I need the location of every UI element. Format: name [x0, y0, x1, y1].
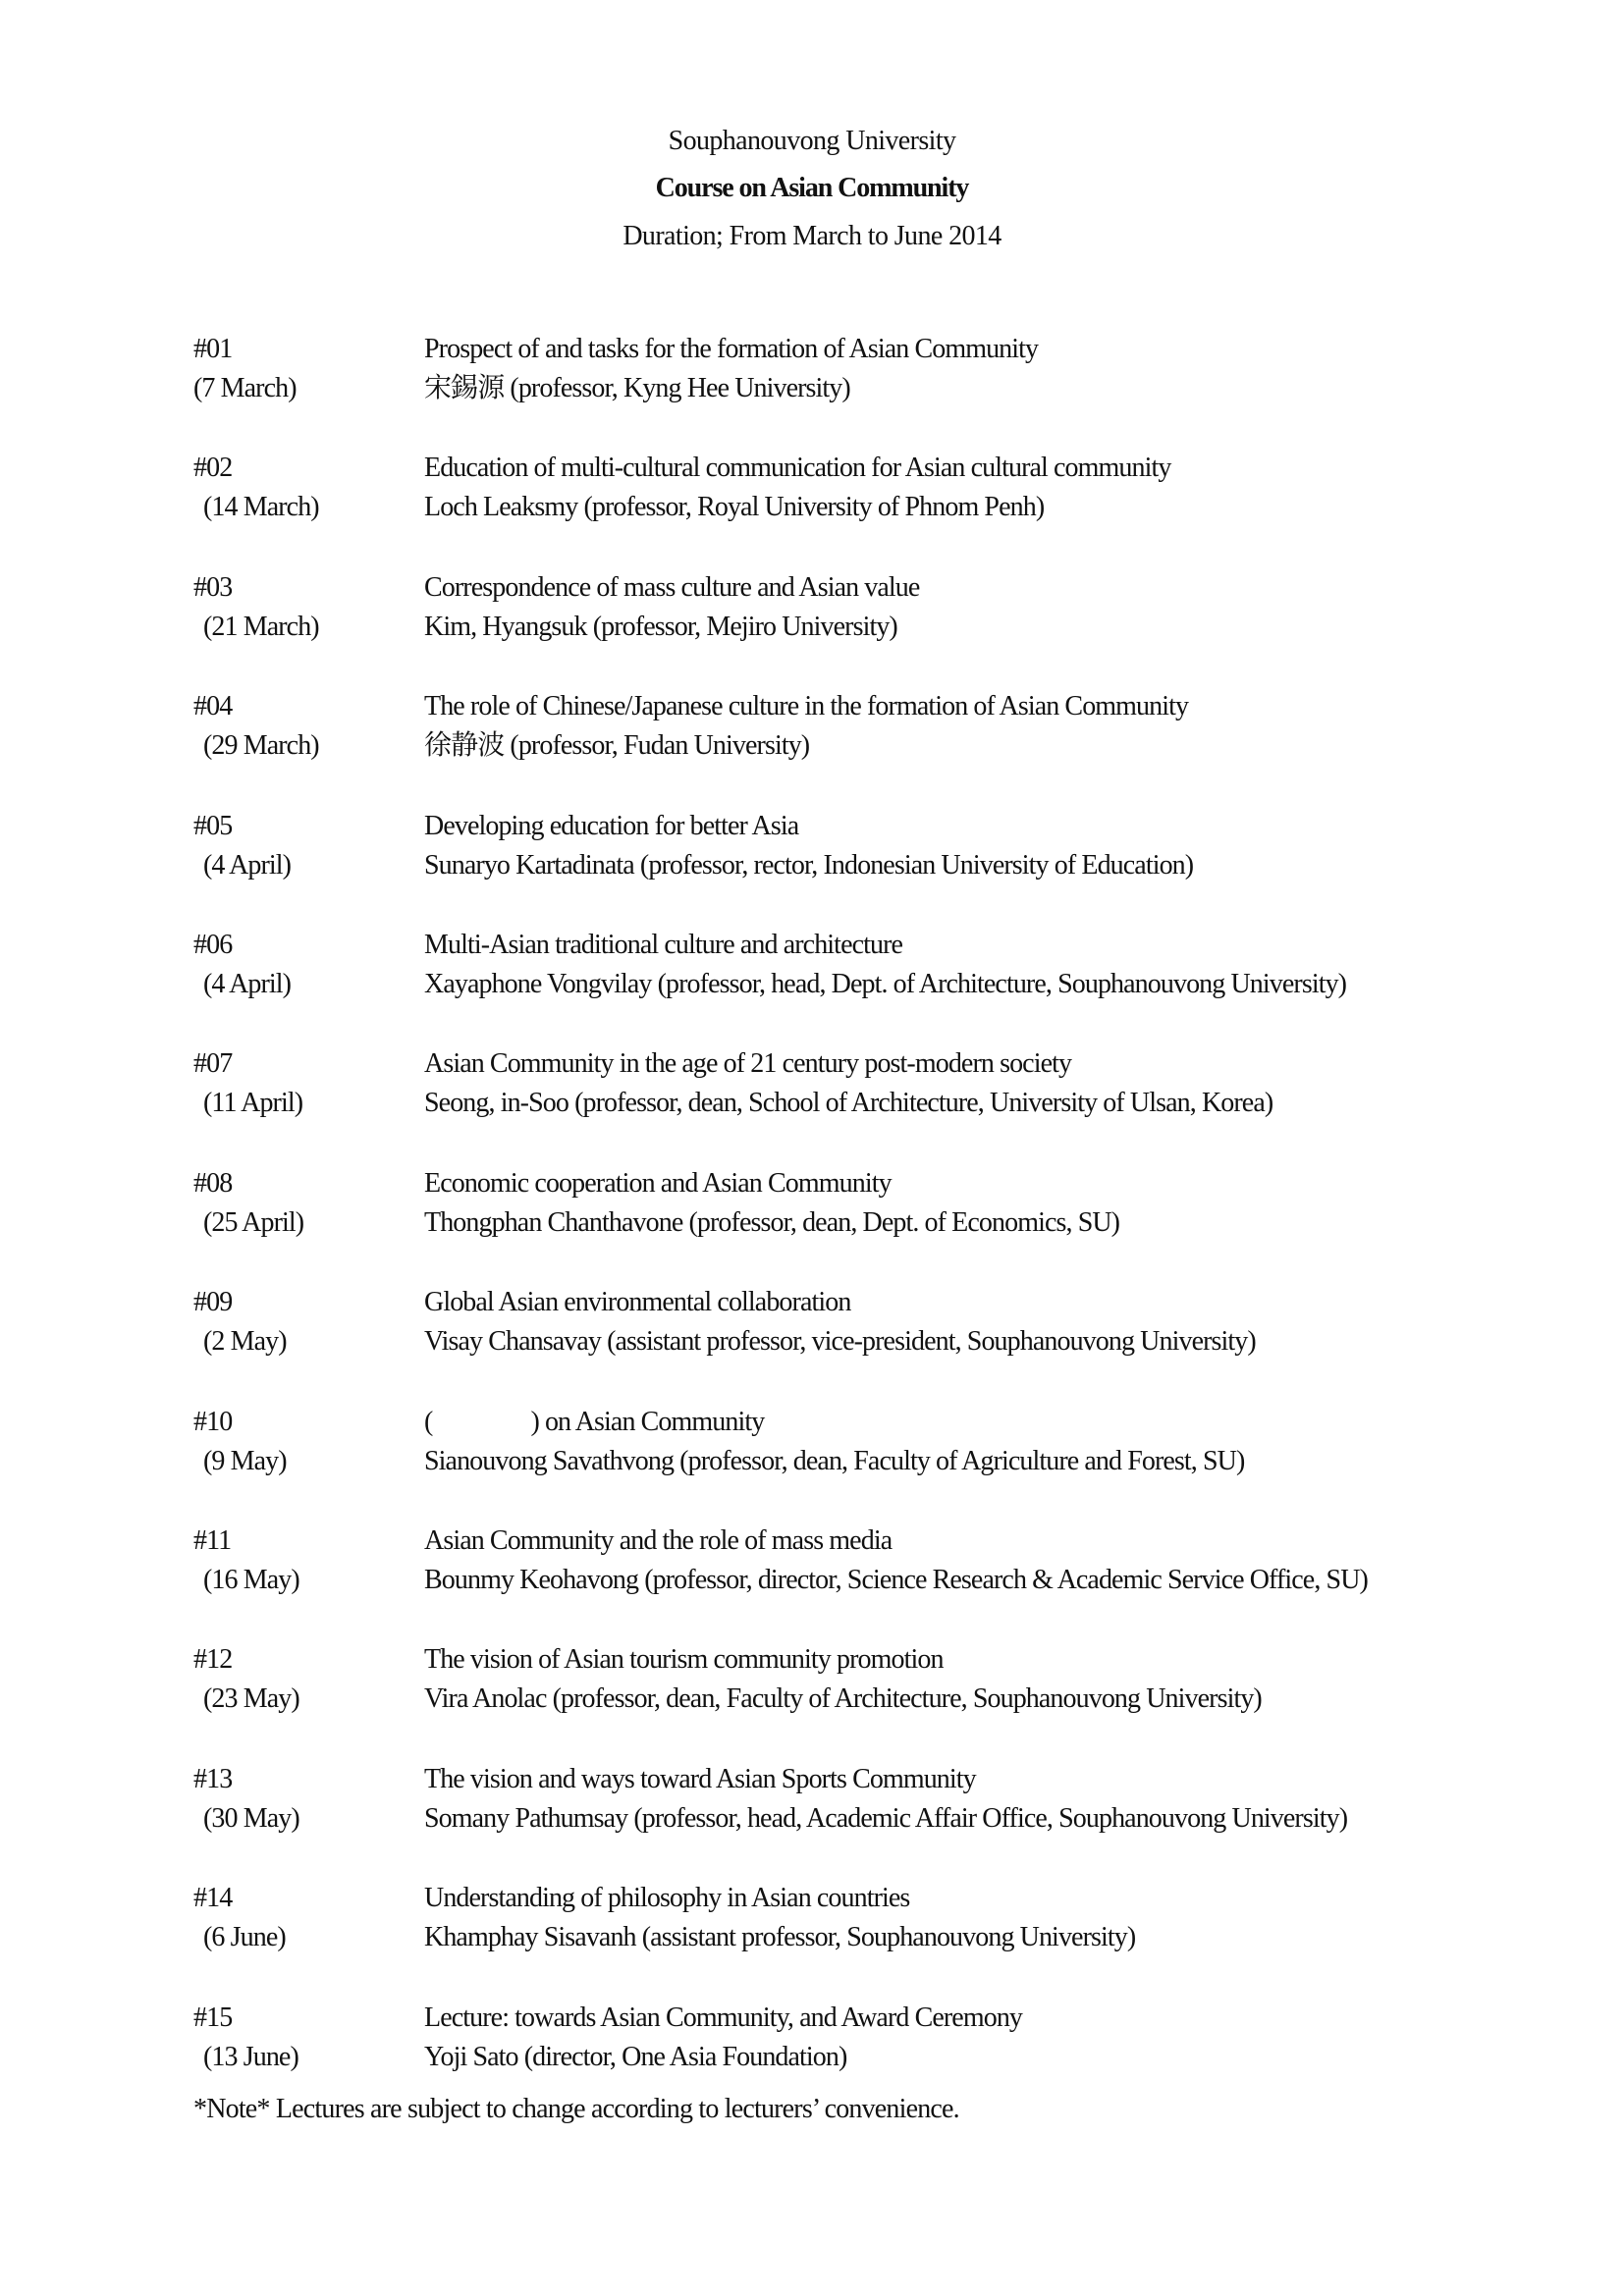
lecture-title: Multi-Asian traditional culture and architecture — [424, 930, 903, 960]
university-name: Souphanouvong University — [668, 126, 956, 156]
lecture-date: (16 May) — [203, 1565, 299, 1595]
lecture-title: Education of multi-cultural communication for Asian cultural community — [424, 453, 1171, 484]
lecture-number: #05 — [193, 810, 233, 841]
lecture-title: Prospect of and tasks for the formation of Asian Community — [424, 334, 1039, 364]
title-open-paren: ( — [424, 1406, 433, 1437]
lecturer-name: Seong, in-Soo (professor, dean, School of Architecture, University of Ulsan, Korea) — [424, 1088, 1273, 1119]
lecture-date: (4 April) — [203, 849, 292, 881]
lecture-date: (14 March) — [203, 492, 319, 523]
lecture-date: (7 March) — [193, 373, 297, 403]
lecture-title: Developing education for better Asia — [424, 810, 799, 841]
lecture-number: #12 — [193, 1644, 233, 1676]
lecturer-name: Sunaryo Kartadinata (professor, rector, Indonesian University of Education) — [424, 849, 1194, 881]
lecturer-name: Yoji Sato (director, One Asia Foundation) — [424, 2041, 847, 2072]
lecture-date: (2 May) — [203, 1326, 287, 1358]
lecture-entry-10 — [0, 1406, 1624, 1484]
course-title: Course on Asian Community — [655, 173, 969, 203]
lecture-entry-09 — [0, 1286, 1624, 1364]
lecturer-name: 徐静波 (professor, Fudan University) — [424, 730, 810, 762]
lecture-entry-08 — [0, 1167, 1624, 1246]
lecture-title: Lecture: towards Asian Community, and Award Ceremony — [424, 2002, 1023, 2033]
lecturer-name: Visay Chansavay (assistant professor, vice-president, Souphanouvong University) — [424, 1326, 1256, 1358]
lecture-title: The vision of Asian tourism community promotion — [424, 1644, 944, 1676]
lecture-number: #07 — [193, 1048, 233, 1080]
lecture-date: (30 May) — [203, 1802, 299, 1834]
lecture-title: Global Asian environmental collaboration — [424, 1287, 851, 1318]
lecture-date: (9 May) — [203, 1445, 287, 1476]
lecture-date: (25 April) — [203, 1206, 304, 1238]
lecture-entry-05 — [0, 810, 1624, 888]
lecture-date: (13 June) — [203, 2041, 298, 2072]
lecture-entry-02 — [0, 452, 1624, 530]
lecture-date: (23 May) — [203, 1683, 299, 1715]
lecture-entry-13 — [0, 1763, 1624, 1842]
schedule-note: *Note* Lectures are subject to change according to lecturers’ convenience. — [193, 2094, 959, 2124]
lecturer-name: Thongphan Chanthavone (professor, dean, Dept. of Economics, SU) — [424, 1206, 1120, 1238]
lecturer-name: 宋錫源 (professor, Kyng Hee University) — [424, 373, 850, 403]
lecture-date: (4 April) — [203, 969, 292, 999]
lecture-date: (21 March) — [203, 611, 319, 642]
lecturer-name: Loch Leaksmy (professor, Royal University of Phnom Penh) — [424, 492, 1045, 523]
lecture-number: #10 — [193, 1406, 233, 1437]
lecture-number: #01 — [193, 334, 233, 364]
lecture-title: Asian Community and the role of mass media — [424, 1525, 893, 1556]
lecture-number: #13 — [193, 1763, 233, 1794]
lecture-date: (6 June) — [203, 1922, 286, 1953]
lecturer-name: Somany Pathumsay (professor, head, Academic Affair Office, Souphanouvong University) — [424, 1802, 1348, 1834]
lecture-entry-11 — [0, 1524, 1624, 1603]
lecturer-name: Bounmy Keohavong (professor, director, Science Research & Academic Service Office, SU) — [424, 1565, 1368, 1595]
lecture-number: #14 — [193, 1883, 233, 1914]
lecture-entry-06 — [0, 929, 1624, 1007]
lecture-number: #06 — [193, 930, 233, 960]
lecture-title: Understanding of philosophy in Asian countries — [424, 1883, 910, 1914]
lecture-title — [424, 1406, 764, 1439]
lecture-number: #15 — [193, 2002, 233, 2033]
lecture-entry-03 — [0, 571, 1624, 650]
lecture-title: Economic cooperation and Asian Community — [424, 1167, 892, 1199]
lecturer-name: Khamphay Sisavanh (assistant professor, Souphanouvong University) — [424, 1922, 1136, 1953]
lecture-number: #04 — [193, 691, 233, 722]
lecture-date: (11 April) — [203, 1088, 303, 1119]
lecture-title: The vision and ways toward Asian Sports Community — [424, 1763, 976, 1794]
lecture-number: #11 — [193, 1525, 232, 1556]
lecturer-name: Kim, Hyangsuk (professor, Mejiro University) — [424, 611, 897, 642]
lecture-number: #03 — [193, 571, 233, 603]
lecture-entry-15 — [0, 2002, 1624, 2080]
lecture-title: Asian Community in the age of 21 century post-modern society — [424, 1048, 1072, 1080]
lecturer-name: Sianouvong Savathvong (professor, dean, Faculty of Agriculture and Forest, SU) — [424, 1445, 1245, 1476]
lecture-number: #08 — [193, 1167, 233, 1199]
lecture-date: (29 March) — [203, 730, 319, 762]
lecturer-name: Xayaphone Vongvilay (professor, head, Dept. of Architecture, Souphanouvong University) — [424, 969, 1347, 999]
lecture-title: Correspondence of mass culture and Asian value — [424, 571, 920, 603]
lecture-entry-12 — [0, 1643, 1624, 1722]
course-duration: Duration; From March to June 2014 — [623, 221, 1001, 251]
lecture-entry-14 — [0, 1882, 1624, 1960]
lecture-number: #02 — [193, 453, 233, 484]
lecturer-name: Vira Anolac (professor, dean, Faculty of Architecture, Souphanouvong University) — [424, 1683, 1262, 1715]
lecture-entry-04 — [0, 690, 1624, 769]
title-close-paren: ) on Asian Community — [530, 1406, 765, 1437]
lecture-entry-07 — [0, 1047, 1624, 1126]
lecture-title: The role of Chinese/Japanese culture in the formation of Asian Community — [424, 691, 1189, 722]
lecture-number: #09 — [193, 1287, 233, 1318]
lecture-entry-01 — [0, 333, 1624, 411]
